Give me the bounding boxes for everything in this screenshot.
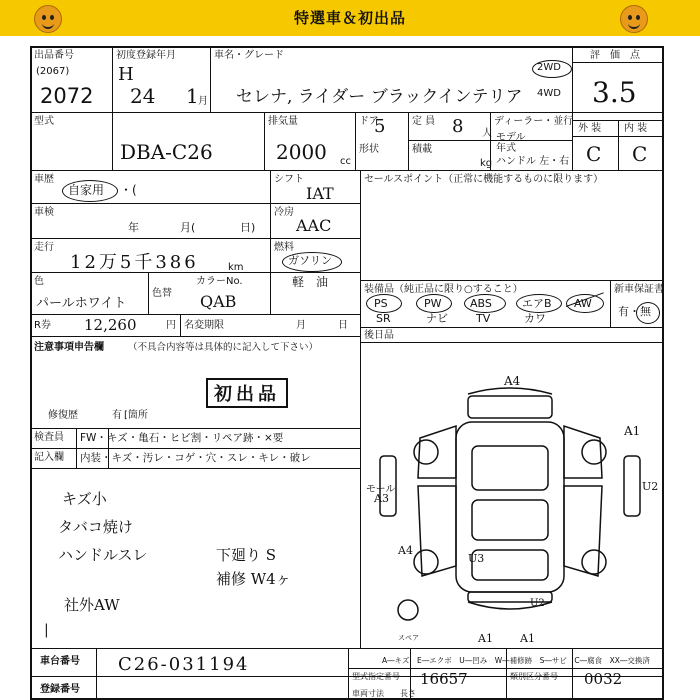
notes-sub: （不具合内容等は具体的に記入して下さい）	[128, 342, 319, 353]
fuel-label: 燃料	[274, 242, 294, 253]
score-label: 評 価 点	[590, 50, 640, 61]
lot-sub: (2067)	[36, 66, 70, 77]
lot-number: 2072	[40, 84, 94, 108]
fuel-diesel: 軽 油	[292, 275, 329, 289]
recycle-label: R券	[34, 320, 51, 331]
repair-label: 修復歴	[48, 410, 78, 421]
dealer-model: モデル	[496, 132, 526, 143]
dealer-year: 年式	[496, 143, 516, 154]
color-value: パールホワイト	[36, 296, 127, 311]
car-name: セレナ, ライダー ブラックインテリア	[236, 87, 523, 107]
remark-3: ハンドルスレ	[58, 546, 148, 564]
load-label: 積載	[412, 144, 432, 155]
diag-label-7: U3	[468, 552, 485, 565]
diag-label-5: モール	[366, 484, 396, 495]
diag-label-6: A4	[398, 544, 413, 557]
reg-year: 24	[130, 84, 156, 108]
shift-value: IAT	[306, 184, 334, 203]
model-label: 型式	[34, 116, 54, 127]
registry-label: 登録番号	[40, 684, 80, 695]
mileage-label: 走行	[34, 242, 54, 253]
class-label: 類別区分番号	[510, 672, 558, 681]
lot-label: 出品番号	[34, 50, 74, 61]
name-change-day: 日	[338, 320, 348, 331]
load-unit: kg	[480, 158, 493, 169]
dealer-handle: ハンドル 左・右	[496, 156, 570, 167]
int-grade: C	[632, 142, 648, 166]
ac-value: AAC	[296, 216, 332, 235]
cap-label: 定 員	[412, 116, 436, 127]
chassis-value: C26-031194	[118, 654, 250, 675]
disp-label: 排気量	[268, 116, 298, 127]
car-type-rest: ・(	[120, 183, 137, 197]
int-label: 内 装	[624, 123, 648, 134]
disp-unit: cc	[340, 156, 351, 167]
equip-pw: PW	[424, 297, 442, 310]
mileage-value: 12万5千386	[70, 252, 199, 273]
color-change-label: 色替	[152, 288, 172, 299]
diag-spare: スペア	[398, 634, 419, 642]
equip-leather: カワ	[524, 312, 546, 325]
equip-ps: PS	[374, 297, 388, 310]
door-label: ドア	[359, 116, 379, 127]
name-change-month: 月	[296, 320, 306, 331]
diag-label-3: U2	[642, 480, 659, 493]
repair-value: 有	[112, 410, 122, 421]
equip-sr: SR	[376, 312, 391, 325]
diag-label-1: A4	[504, 374, 521, 388]
notes-label: 注意事項申告欄	[34, 342, 104, 353]
equip-tv: TV	[476, 312, 491, 325]
recycle-unit: 円	[166, 320, 176, 331]
equip-airbag: エアB	[522, 297, 552, 310]
inspector-row2: 内装・キズ・汚レ・コゲ・穴・スレ・キレ・破レ	[80, 452, 311, 464]
mascot-right-icon	[620, 5, 648, 33]
color-code-label: カラーNo.	[196, 276, 243, 287]
reg-month-unit: 月	[198, 96, 208, 107]
cap-unit: 人	[482, 128, 492, 139]
drive-2wd: 2WD	[537, 62, 561, 73]
inspect-month: 月(	[180, 221, 196, 234]
inspector-label: 検査員	[34, 432, 64, 443]
equip-navi: ナビ	[426, 312, 448, 325]
diag-label-10: A1	[520, 632, 535, 645]
color-code: QAB	[200, 292, 237, 311]
remark-1: キズ小	[62, 490, 107, 508]
diag-label-4: A3	[374, 492, 389, 505]
equip-aw: AW	[574, 297, 592, 310]
mascot-left-icon	[34, 5, 62, 33]
reg-month: 1	[186, 84, 199, 108]
car-type-label: 車歴	[34, 174, 54, 185]
inspector-label2: 記入欄	[34, 452, 64, 463]
remark-right-1: 下廻り S	[216, 546, 277, 564]
car-damage-diagram	[360, 366, 660, 636]
disp-value: 2000	[276, 140, 327, 164]
shape-label: 形状	[359, 144, 379, 155]
banner-title: 特選車＆初出品	[293, 9, 406, 27]
drive-4wd: 4WD	[537, 88, 561, 99]
color-label: 色	[34, 276, 44, 287]
ac-label: 冷房	[274, 207, 294, 218]
sales-point-label: セールスポイント（正常に機能するものに限ります）	[364, 174, 604, 185]
first-listing-stamp: 初出品	[206, 378, 288, 408]
diag-label-9: A1	[478, 632, 493, 645]
inspect-day: 日)	[240, 221, 256, 234]
equip-abs: ABS	[470, 297, 492, 310]
repair-bracket: [箇所	[124, 410, 148, 421]
name-change-label: 名変期限	[184, 320, 224, 331]
door-value: 5	[374, 116, 386, 137]
reg-label: 初度登録年月	[116, 50, 176, 61]
dimension-label: 車両寸法	[352, 689, 384, 698]
after-items-label: 後日品	[364, 330, 394, 341]
inspect-label: 車検	[34, 207, 54, 218]
model-value: DBA-C26	[120, 140, 213, 164]
diag-label-2: A1	[624, 424, 641, 438]
recycle-value: 12,260	[84, 316, 137, 334]
ext-grade: C	[586, 142, 602, 166]
type-approval-label: 型式指定番号	[352, 672, 400, 681]
equip-label: 装備品（純正品に限り○すること）	[364, 284, 523, 295]
name-label: 車名・グレード	[214, 50, 284, 61]
inspect-year: 年	[128, 221, 139, 234]
damage-legend: A―キズ E―エクボ U―凹み W―補修跡 S―サビ C―腐食 XX―交換済	[382, 656, 650, 665]
remark-mark: |	[44, 622, 49, 638]
length-label: 長さ	[400, 689, 416, 698]
score-value: 3.5	[592, 76, 637, 109]
class-value: 0032	[584, 670, 623, 688]
inspector-row1: FW・キズ・亀石・ヒビ割・リペア跡・×要	[80, 432, 284, 444]
mileage-unit: km	[228, 262, 244, 273]
remark-2: タバコ焼け	[58, 518, 133, 536]
car-type-value: 自家用	[68, 183, 105, 197]
cap-value: 8	[452, 116, 464, 137]
diag-label-8: U2	[530, 598, 545, 609]
warranty-label: 新車保証書	[614, 284, 664, 295]
fuel-gas: ガソリン	[288, 254, 332, 267]
chassis-label: 車台番号	[40, 656, 80, 667]
ext-label: 外 装	[578, 123, 602, 134]
reg-era: H	[118, 64, 134, 85]
remark-right-2: 補修 W4ヶ	[216, 570, 291, 588]
dealer-label: ディーラー・並行	[494, 116, 574, 127]
warranty-value: 有・無	[618, 305, 651, 318]
shift-label: シフト	[274, 174, 304, 185]
type-approval-value: 16657	[420, 670, 468, 688]
remark-4: 社外AW	[64, 596, 120, 614]
